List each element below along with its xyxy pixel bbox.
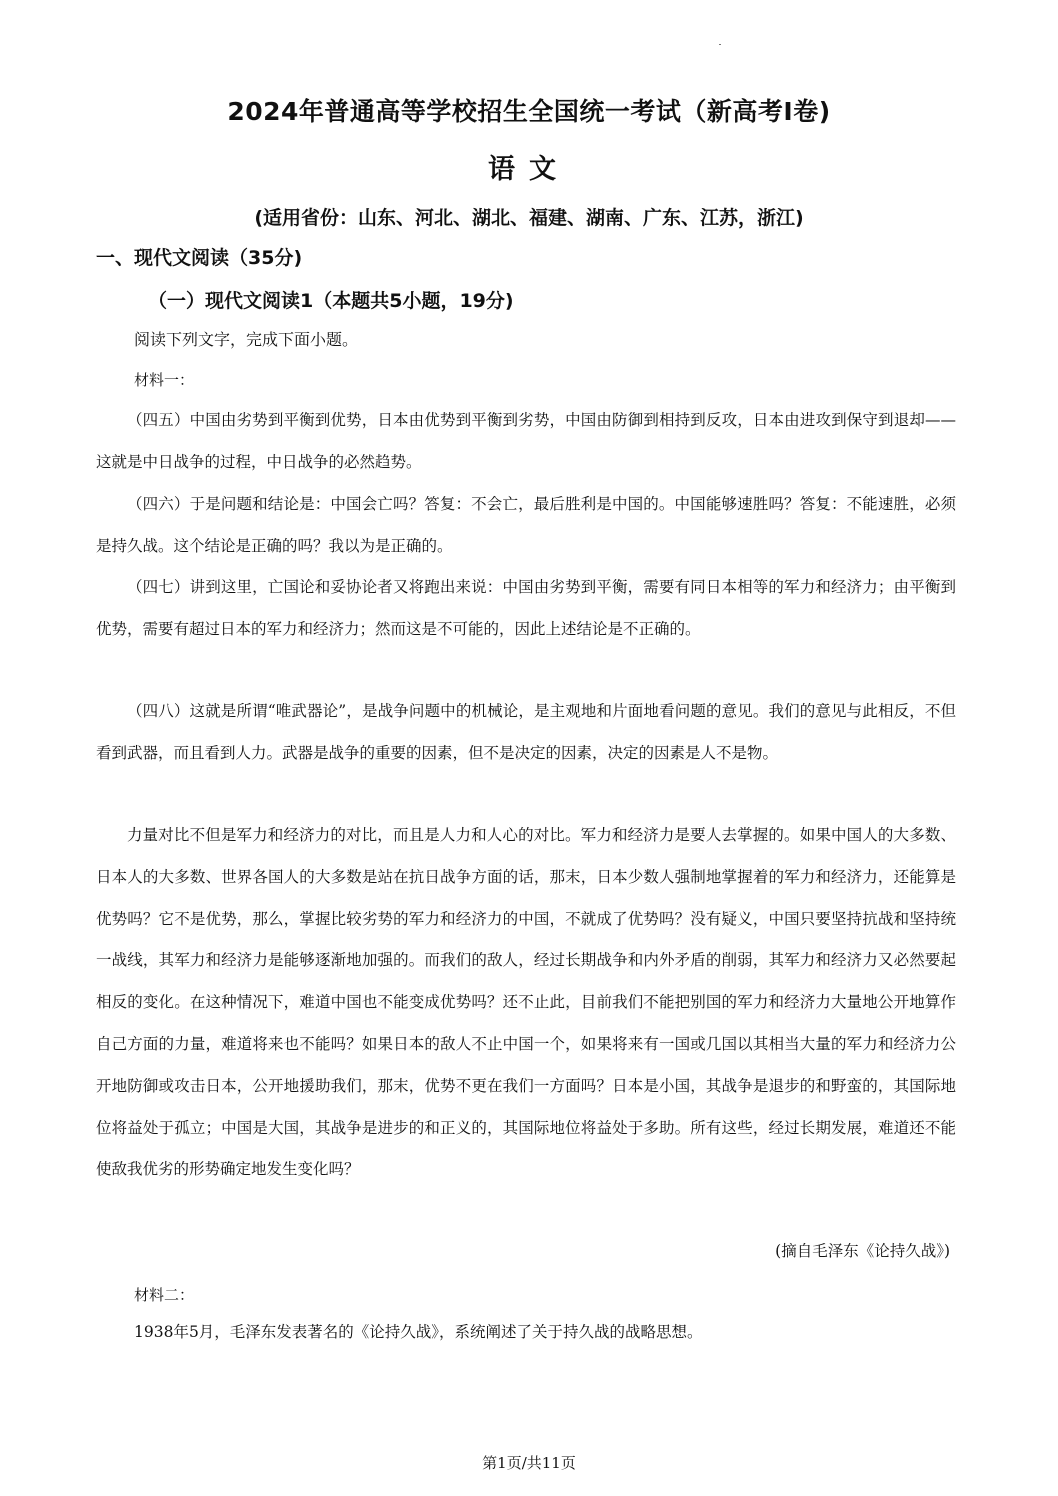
paragraph-46: （四六）于是问题和结论是：中国会亡吗？答复：不会亡，最后胜利是中国的。中国能够速胜吗？答复：不能速胜，必须是持久战。这个结论是正确的吗？我以为是正确的。 xyxy=(96,495,956,555)
applicable-provinces: (适用省份：山东、河北、湖北、福建、湖南、广东、江苏，浙江) xyxy=(254,207,804,229)
material-two-label: 材料二： xyxy=(134,1286,195,1304)
material-one-source: (摘自毛泽东《论持久战》) xyxy=(775,1242,950,1260)
exam-title: 2024年普通高等学校招生全国统一考试（新高考Ⅰ卷) xyxy=(227,97,831,126)
paragraph-force-comparison: 力量对比不但是军力和经济力的对比，而且是人力和人心的对比。军力和经济力是要人去掌握的。如果中国人的大多数、日本人的大多数、世界各国人的大多数是站在抗日战争方面的话，那末，日本少数人强制地掌握着的军力和经济力，还能算是优势吗？它不是优势，那么，掌握比较劣势的军力和经济力的中国，不就成了优势吗？没有疑义，中国只要坚持抗战和坚持统一战线，其军力和经济力是能够逐渐地加强的。而我们的敌人，经过长期战争和内外矛盾的削弱，其军力和经济力又必然要起相反的变化。在这种情况下，难道中国也不能变成优势吗？还不止此，目前我们不能把别国的军力和经济力大量地公开地算作自己方面的力量，难道将来也不能吗？如果日本的敌人不止中国一个，如果将来有一国或几国以其相当大量的军力和经济力公开地防御或攻击日本，公开地援助我们，那末，优势不更在我们一方面吗？日本是小国，其战争是退步的和野蛮的，其国际地位将益处于孤立；中国是大国，其战争是进步的和正义的，其国际地位将益处于多助。所有这些，经过长期发展，难道还不能使敌我优劣的形势确定地发生变化吗？ xyxy=(96,826,956,1179)
paragraph-48: （四八）这就是所谓“唯武器论”，是战争问题中的机械论，是主观地和片面地看问题的意见。我们的意见与此相反，不但看到武器，而且看到人力。武器是战争的重要的因素，但不是决定的因素，决定的因素是人不是物。 xyxy=(96,702,956,762)
section-heading: 一、现代文阅读（35分) xyxy=(96,247,303,269)
material-one-label: 材料一： xyxy=(134,371,195,389)
subject-title: 语文 xyxy=(488,154,570,185)
subsection-heading: （一）现代文阅读1（本题共5小题，19分) xyxy=(148,290,514,312)
scan-mark xyxy=(719,44,721,45)
page-number: 第1页/共11页 xyxy=(482,1454,576,1472)
paragraph-47: （四七）讲到这里，亡国论和妥协论者又将跑出来说：中国由劣势到平衡，需要有同日本相等的军力和经济力；由平衡到优势，需要有超过日本的军力和经济力；然而这是不可能的，因此上述结论是不正确的。 xyxy=(96,578,956,638)
reading-instruction: 阅读下列文字，完成下面小题。 xyxy=(134,330,359,349)
material-two-text: 1938年5月，毛泽东发表著名的《论持久战》，系统阐述了关于持久战的战略思想。 xyxy=(134,1323,703,1341)
paragraph-45: （四五）中国由劣势到平衡到优势，日本由优势到平衡到劣势，中国由防御到相持到反攻，日本由进攻到保守到退却——这就是中日战争的过程，中日战争的必然趋势。 xyxy=(96,411,956,471)
